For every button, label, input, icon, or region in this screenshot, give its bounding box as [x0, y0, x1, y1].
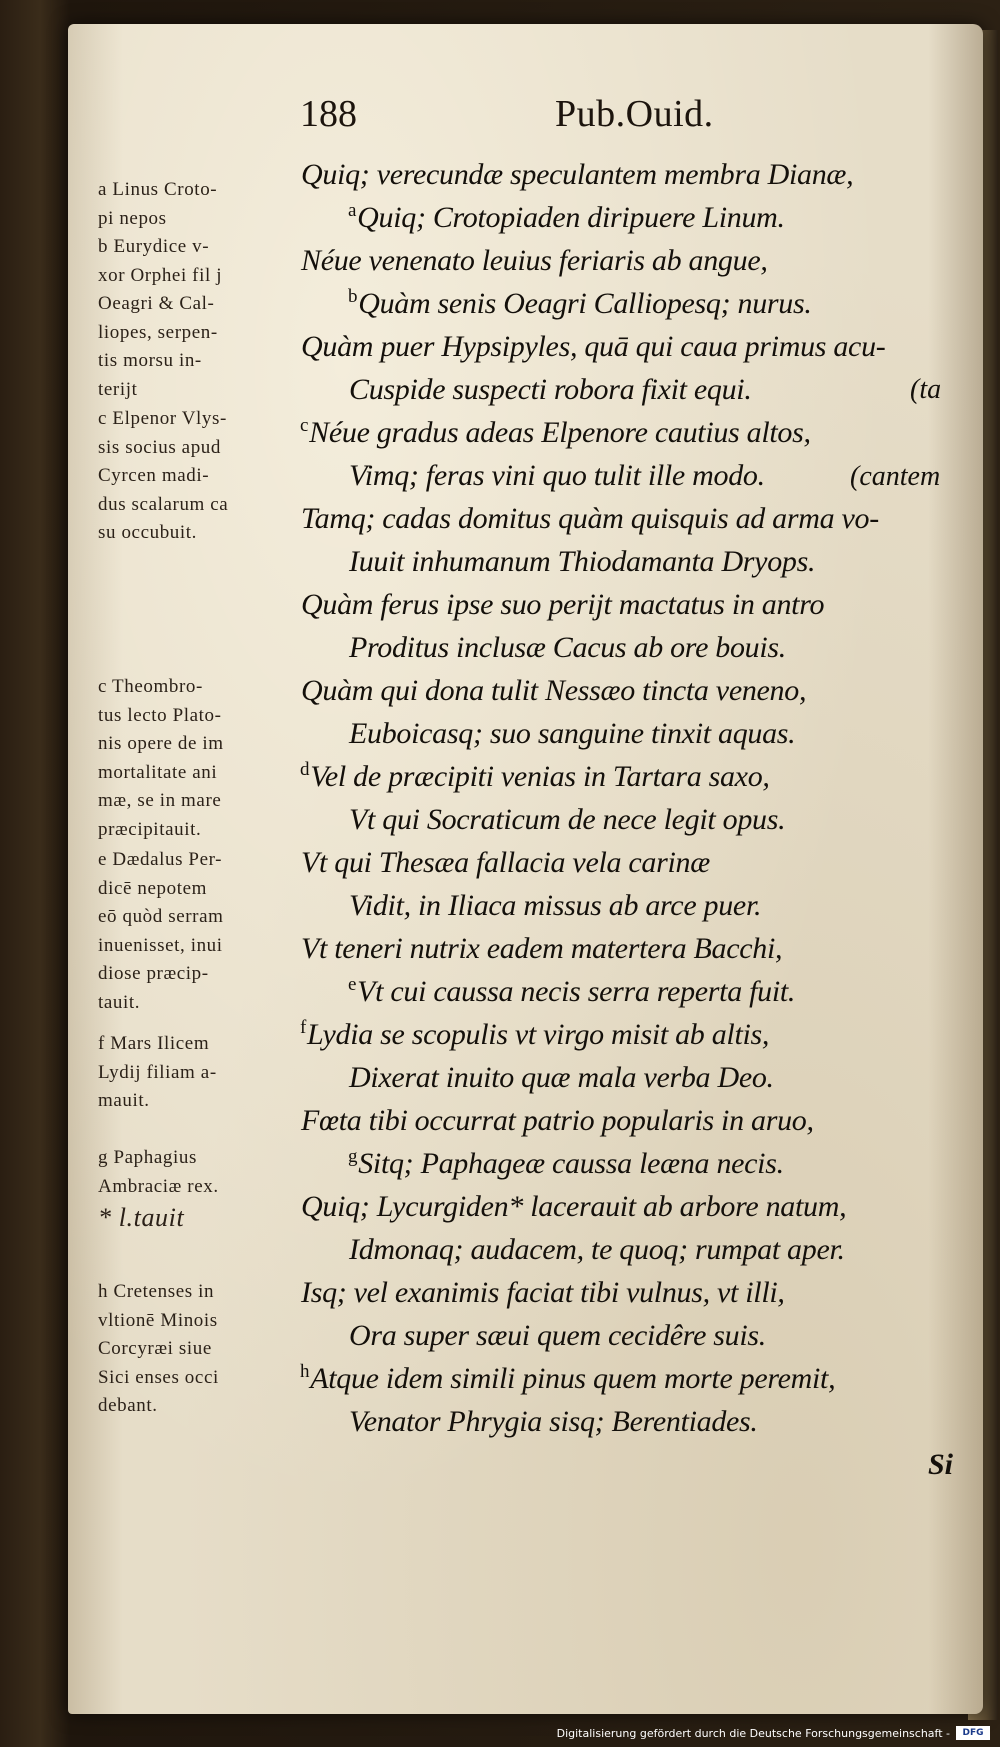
verse-line: Ora super sæui quem cecidêre suis. — [349, 1319, 766, 1352]
page-number: 188 — [300, 93, 357, 135]
catchword: Si — [928, 1448, 954, 1481]
margin-note: f Mars Ilicem Lydij filiam a- mauit. — [98, 1033, 217, 1111]
margin-note: e Dædalus Per- dicē nepotem eō quòd serram inuenisset, inui diose præcip- tauit. — [98, 849, 224, 1013]
verse-line: Cuspide suspecti robora fixit equi. — [349, 373, 752, 406]
verse-line: Vt teneri nutrix eadem matertera Bacchi, — [301, 932, 783, 965]
turnover-fragment: (ta — [910, 374, 942, 405]
margin-note: h Cretenses in vltionē Minois Corcyræi siue Sici enses occi debant. — [98, 1281, 219, 1416]
margin-note: c Theombro- tus lecto Plato- nis opere de im mortalitate ani mæ, se in mare præcipitauit. — [98, 676, 224, 840]
margin-note: b Eurydice v- xor Orphei fil j Oeagri & Cal- liopes, serpen- tis morsu in- terijt — [98, 236, 223, 400]
verse-line: Isq; vel exanimis faciat tibi vulnus, vt illi, — [301, 1276, 785, 1309]
verse-line: Dixerat inuito quæ mala verba Deo. — [349, 1061, 774, 1094]
verse-line: Iuuit inhumanum Thiodamanta Dryops. — [349, 545, 816, 578]
verse-line: Euboicasq; suo sanguine tinxit aquas. — [349, 717, 796, 750]
verse-line: Vt qui Thesæa fallacia vela carinæ — [301, 846, 710, 879]
verse-line: Quàm puer Hypsipyles, quā qui caua primus acu- — [301, 330, 886, 363]
margin-note: g Paphagius Ambraciæ rex. * l.tauit — [98, 1147, 219, 1232]
verse-line: $^g$Sitq; Paphageæ caussa leæna necis. — [348, 1146, 784, 1180]
verse-line: Quàm qui dona tulit Nessæo tincta veneno, — [301, 674, 807, 707]
verse-line: $^f$Lydia se scopulis vt virgo misit ab altis, — [300, 1017, 770, 1051]
verse-line: $^a$Quiq; Crotopiaden diripuere Linum. — [348, 200, 785, 234]
running-head: Pub.Ouid. — [555, 93, 714, 135]
verse-line: Tamq; cadas domitus quàm quisquis ad arma vo- — [301, 502, 879, 535]
page-header — [0, 92, 1000, 142]
dfg-logo-icon: DFG — [956, 1726, 990, 1740]
verse-line: Idmonaq; audacem, te quoq; rumpat aper. — [349, 1233, 845, 1266]
verse-line: Proditus inclusæ Cacus ab ore bouis. — [349, 631, 786, 664]
verse-line: $^d$Vel de præcipiti venias in Tartara saxo, — [300, 759, 770, 793]
verse-line: $^b$Quàm senis Oeagri Calliopesq; nurus. — [348, 286, 812, 320]
verse-line: Fœta tibi occurrat patrio popularis in aruo, — [301, 1104, 814, 1137]
verse-line: Venator Phrygia sisq; Berentiades. — [349, 1405, 758, 1438]
verse-line: Vimq; feras vini quo tulit ille modo. — [349, 459, 765, 492]
margin-note: a Linus Croto- pi nepos — [98, 179, 218, 229]
verse-line: Quiq; Lycurgiden* lacerauit ab arbore natum, — [301, 1190, 847, 1223]
verse-line: Néue venenato leuius feriaris ab angue, — [301, 244, 768, 277]
verse-line: Quàm ferus ipse suo perijt mactatus in antro — [301, 588, 825, 621]
verse-line: Vidit, in Iliaca missus ab arce puer. — [349, 889, 762, 922]
digitization-credit — [557, 1723, 990, 1743]
turnover-fragment: (cantem — [850, 461, 941, 492]
verse-line: Quiq; verecundæ speculantem membra Dianæ, — [301, 158, 854, 191]
verse-line: $^h$Atque idem simili pinus quem morte peremit, — [300, 1361, 836, 1395]
margin-note: c Elpenor Vlys- sis socius apud Cyrcen madi- dus scalarum ca su occubuit. — [98, 408, 229, 543]
verse-line: $^c$Néue gradus adeas Elpenore cautius altos, — [300, 415, 811, 449]
verse-line: Vt qui Socraticum de nece legit opus. — [349, 803, 786, 836]
credit-text: Digitalisierung gefördert durch die Deutsche Forschungsgemeinschaft - — [556, 1726, 950, 1740]
verse-line: $^e$Vt cui caussa necis serra reperta fuit. — [348, 974, 796, 1008]
